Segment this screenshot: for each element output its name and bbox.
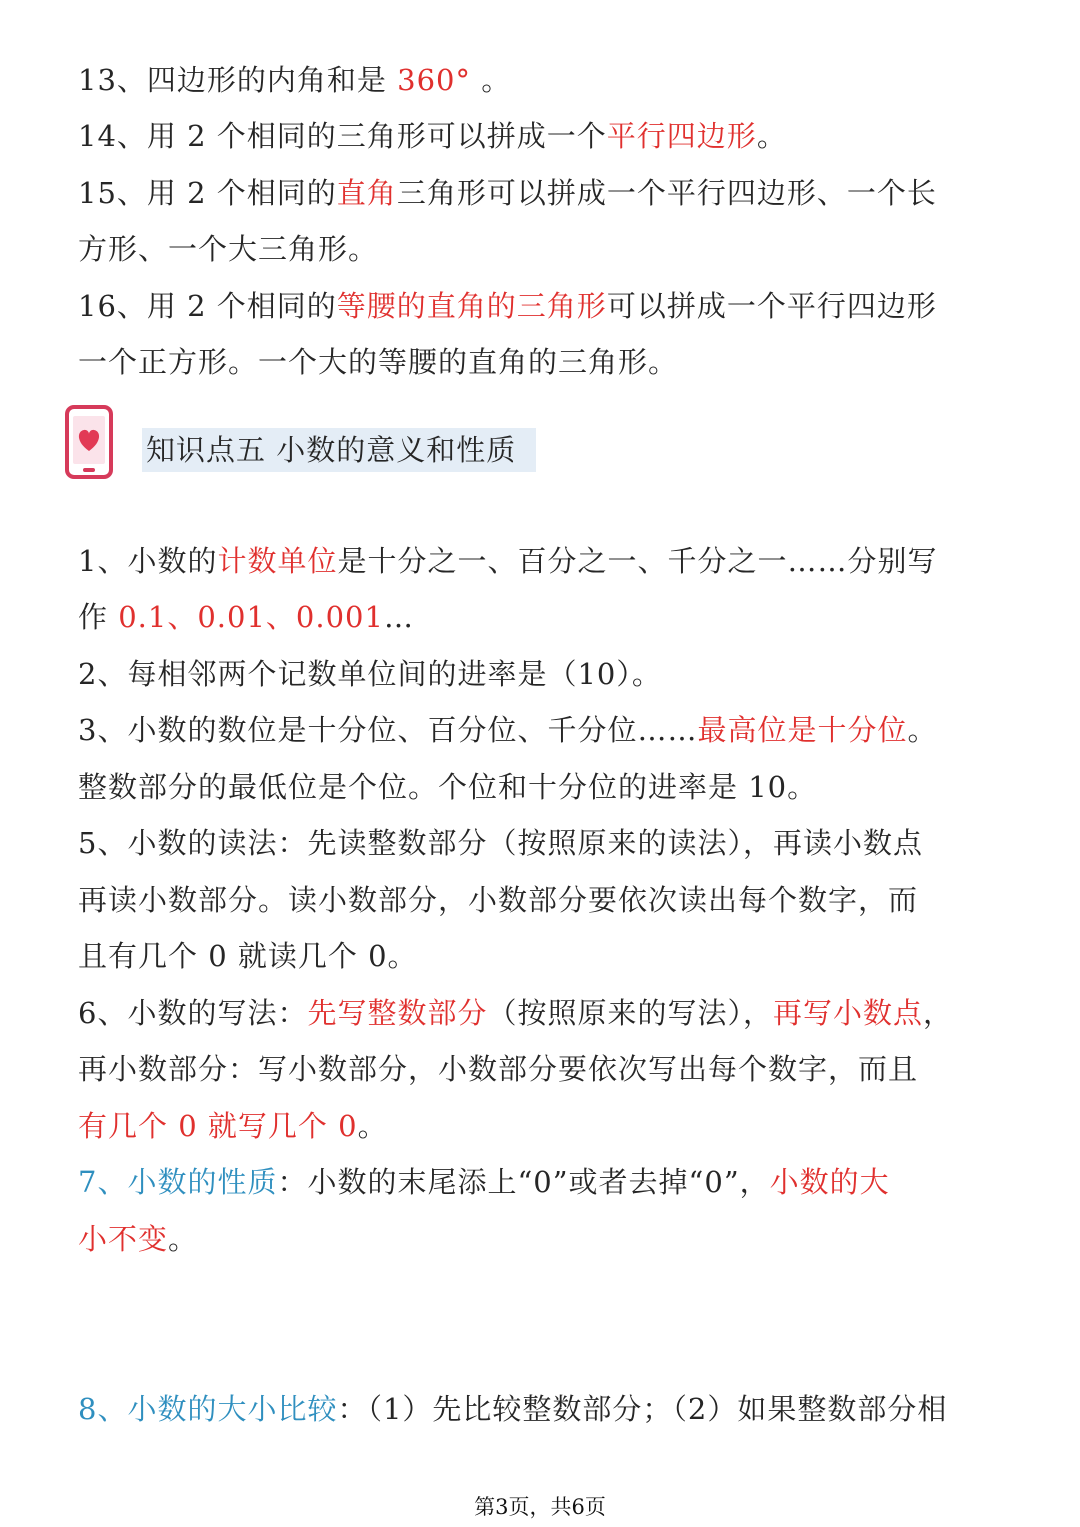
item-15-cont: 方形、一个大三角形。 <box>78 232 379 266</box>
point-5-cont-2: 且有几个 0 就读几个 0。 <box>78 939 418 973</box>
highlight-text: 直角 <box>336 176 397 210</box>
highlight-text: 先写整数部分 <box>307 996 488 1030</box>
highlight-text: 小数的大 <box>769 1165 890 1199</box>
point-5-cont: 再读小数部分。读小数部分，小数部分要依次读出每个数字，而 <box>78 883 919 917</box>
highlight-text: 再写小数点 <box>772 996 923 1030</box>
item-16-cont: 一个正方形。一个大的等腰的直角的三角形。 <box>78 345 679 379</box>
point-heading: 7、小数的性质 <box>78 1165 278 1199</box>
highlight-text: 等腰的直角的三角形 <box>336 289 607 323</box>
section-header <box>60 404 580 480</box>
point-heading: 8、小数的大小比较 <box>78 1392 338 1426</box>
point-7-cont: 小不变。 <box>78 1222 199 1256</box>
highlight-text: 有几个 0 就写几个 0 <box>78 1109 358 1143</box>
point-2: 2、每相邻两个记数单位间的进率是（10）。 <box>78 657 662 691</box>
point-5: 5、小数的读法：先读整数部分（按照原来的读法），再读小数点 <box>78 826 923 860</box>
point-6-cont-2: 有几个 0 就写几个 0。 <box>78 1109 388 1143</box>
heart-phone-icon <box>64 404 114 480</box>
point-3-cont: 整数部分的最低位是个位。个位和十分位的进率是 10。 <box>78 770 818 804</box>
point-8: 8、小数的大小比较：（1）先比较整数部分；（2）如果整数部分相 <box>78 1392 948 1426</box>
point-1: 1、小数的计数单位是十分之一、百分之一、千分之一……分别写 <box>78 544 938 578</box>
point-6-cont: 再小数部分：写小数部分，小数部分要依次写出每个数字，而且 <box>78 1052 919 1086</box>
highlight-text: 计数单位 <box>217 544 338 578</box>
item-16: 16、用 2 个相同的等腰的直角的三角形可以拼成一个平行四边形 <box>78 289 937 323</box>
item-15: 15、用 2 个相同的直角三角形可以拼成一个平行四边形、一个长 <box>78 176 937 210</box>
point-6: 6、小数的写法：先写整数部分（按照原来的写法），再写小数点， <box>78 996 954 1030</box>
point-3: 3、小数的数位是十分位、百分位、千分位……最高位是十分位。 <box>78 713 938 747</box>
point-1-cont: 作 0.1、0.01、0.001… <box>78 600 414 634</box>
highlight-text: 最高位是十分位 <box>697 713 908 747</box>
highlight-text: 0.1、0.01、0.001 <box>118 600 384 634</box>
page-number: 第3页，共6页 <box>474 1495 606 1519</box>
highlight-text: 360° <box>397 63 471 97</box>
section-title: 知识点五 小数的意义和性质 <box>142 428 536 472</box>
highlight-text: 小不变 <box>78 1222 169 1256</box>
item-13: 13、四边形的内角和是 360° 。 <box>78 63 512 97</box>
highlight-text: 平行四边形 <box>606 119 757 153</box>
point-7: 7、小数的性质：小数的末尾添上“0”或者去掉“0”，小数的大 <box>78 1165 890 1199</box>
item-14: 14、用 2 个相同的三角形可以拼成一个平行四边形。 <box>78 119 787 153</box>
